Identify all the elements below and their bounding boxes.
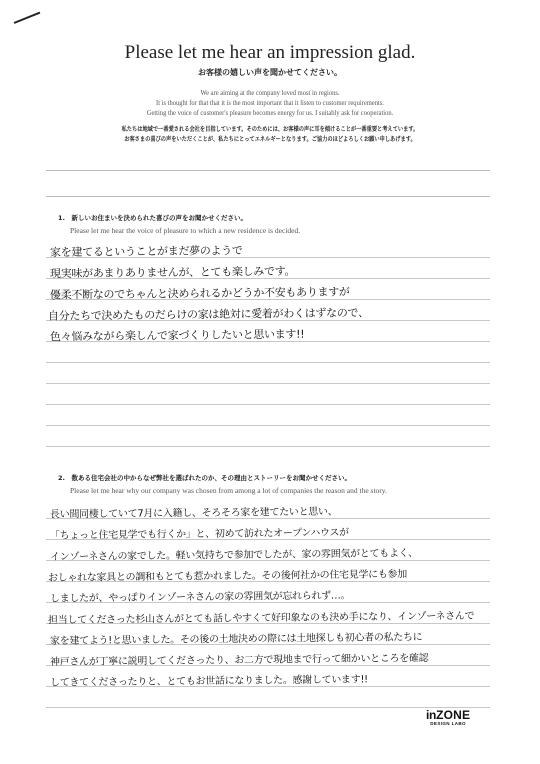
logo-tagline: DESIGN LABO <box>430 721 466 726</box>
question-2-en: Please let me hear why our company was chosen from among a lot of companies the reason and the story. <box>70 486 387 495</box>
answer-1-line: 家を建てるということがまだ夢のようで <box>49 243 243 260</box>
answer-2-line: 家を建てよう!と思いました。その後の土地決めの際には土地探しも初心者の私たちに <box>49 632 423 647</box>
writing-line <box>46 383 490 384</box>
pen-mark <box>14 12 41 24</box>
answer-2-line: 担当してくださった杉山さんがとても話しやすくて好印象なのも決め手になり、インゾーネさんで <box>47 610 475 627</box>
answer-2-line: 「ちょっと住宅見学でも行くか」と、初めて訪れたオープンハウスが <box>49 527 349 542</box>
answer-2-line: 長い間同棲していて7月に入籍し、そろそろ家を建てたいと思い、 <box>49 506 338 521</box>
answer-2-line: インゾーネさんの家でした。軽い気持ちで参加でしたが、家の雰囲気がとてもよく、 <box>49 548 418 563</box>
answer-1-line: 自分たちで決めたものだらけの家は絶対に愛着がわくはずなので、 <box>47 306 369 323</box>
intro-en-line: We are aiming at the company loved most in regions. <box>200 88 340 97</box>
intro-japanese <box>0 125 540 145</box>
question-2-jp: 2. 数ある住宅会社の中からなぜ弊社を選ばれたのか、その理由とストーリーをお聞かせください。 <box>58 474 351 482</box>
question-1-en: Please let me hear the voice of pleasure to which a new residence is decided. <box>70 226 301 235</box>
intro-en-line: It is thought for that that it is the most important that it listen to customer requirements. <box>156 98 384 107</box>
writing-line <box>46 446 490 447</box>
inzone-logo <box>426 709 470 726</box>
intro-en-line: Getting the voice of customer's pleasure becomes energy for us. I suitably ask for cooperation. <box>146 108 394 117</box>
answer-2-line: しましたが、やっぱりインゾーネさんの家の雰囲気が忘れられず…。 <box>49 590 351 605</box>
page-subtitle: お客様の嬉しい声を聞かせてください。 <box>198 68 342 77</box>
answer-2-line: してきてくださったりと、とてもお世話になりました。感謝しています!! <box>49 674 368 689</box>
logo-suffix: ZONE <box>436 708 471 722</box>
logo-wordmark <box>426 709 470 721</box>
writing-line <box>46 707 490 708</box>
answer-1-line: 優柔不断なのでちゃんと決められるかどうか不安もありますが <box>49 285 350 302</box>
answer-2-line: おしゃれな家具との調和もとても惹かれました。その後何社かの住宅見学にも参加 <box>47 569 407 584</box>
writing-line <box>46 404 490 405</box>
logo-prefix: in <box>426 708 437 722</box>
intro-jp-line: 私たちは地域で一番愛される会社を目指しています。そのためには、お客様の声に耳を傾けることが一番重要と考えています。 <box>121 126 419 133</box>
separator <box>46 170 490 171</box>
answer-1-line: 色々悩みながら楽しんで家づくりしたいと思います!! <box>49 327 305 344</box>
question-1-jp: 1. 新しいお住まいを決められた喜びの声をお聞かせください。 <box>58 214 247 222</box>
separator <box>46 196 490 197</box>
page-title: Please let me hear an impression glad. <box>124 42 416 63</box>
writing-line <box>46 362 490 363</box>
intro-jp-line: お客さまの喜びの声をいただくことが、私たちにとってエネルギーとなります。ご協力のほどよろしくお願い申しあげます。 <box>124 136 416 143</box>
writing-line <box>46 425 490 426</box>
intro-english <box>0 88 540 118</box>
answer-1-line: 現実味があまりありませんが、とても楽しみです。 <box>49 264 296 281</box>
answer-2-line: 神戸さんが丁寧に説明してくださったり、お二方で現地まで行って細かいところを確認 <box>49 653 429 668</box>
